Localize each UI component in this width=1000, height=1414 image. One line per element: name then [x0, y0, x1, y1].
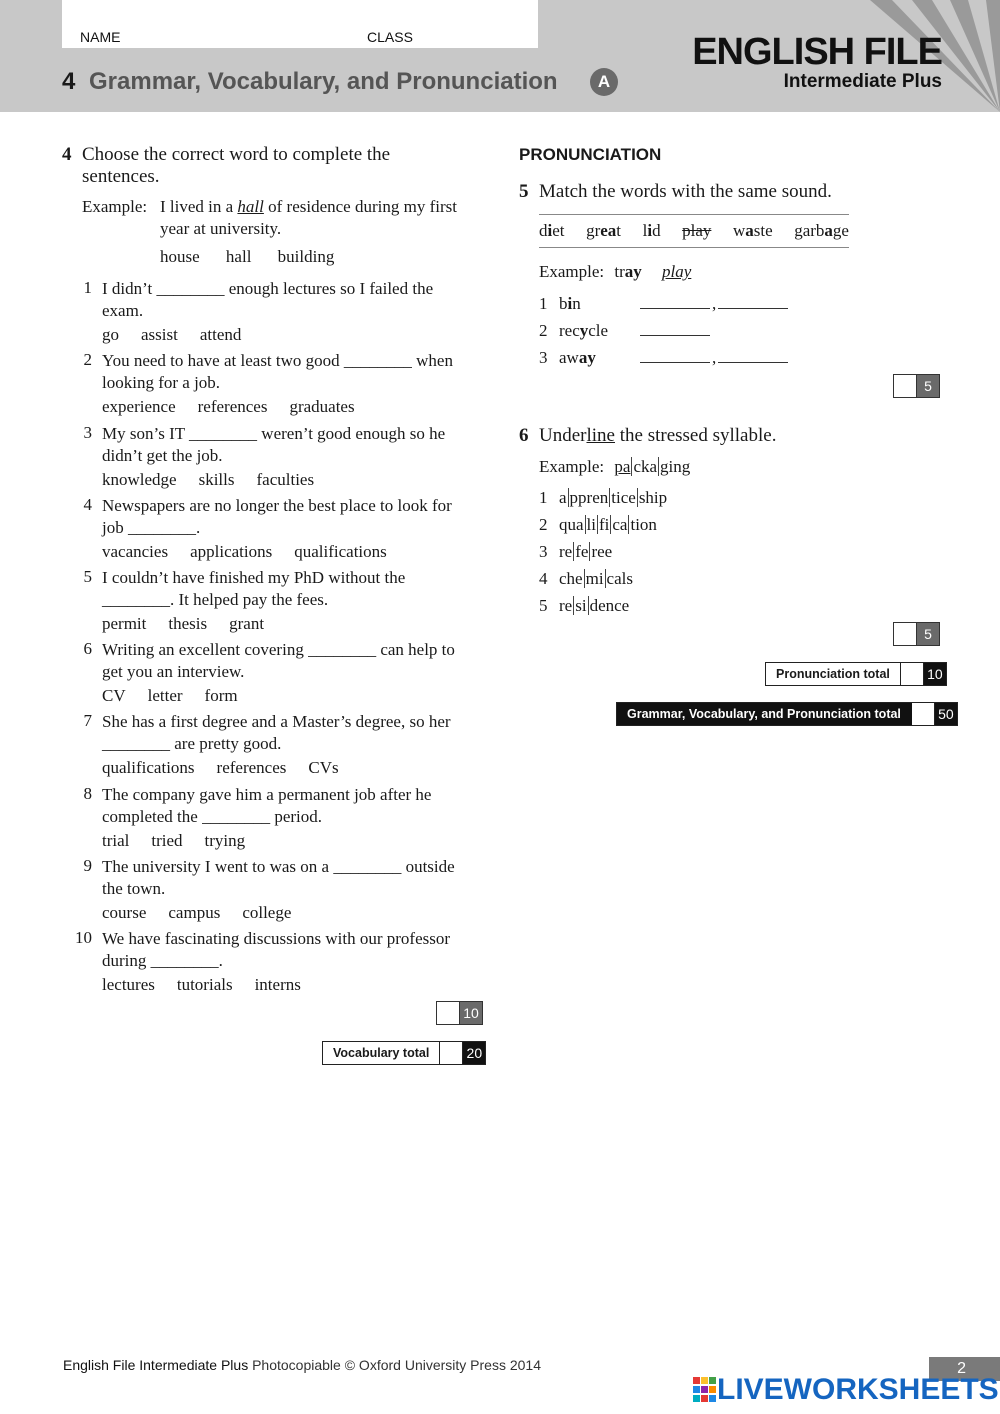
option-word[interactable]: trial [102, 831, 130, 850]
syllable-divider [605, 569, 606, 588]
sentence-line: looking for a job. [102, 373, 221, 392]
word-sound: i [547, 221, 553, 240]
question-instruction: Underline the stressed syllable. [539, 425, 777, 446]
brand-subtitle: Intermediate Plus [783, 71, 942, 92]
option-word[interactable]: experience [102, 397, 176, 416]
sentence-line: We have fascinating discussions with our professor [102, 929, 451, 948]
example-answer: play [662, 262, 692, 281]
syllable-word [559, 541, 612, 563]
sentence-line: The university I went to was on a ________ outside [102, 857, 455, 876]
answer-input[interactable] [640, 294, 710, 309]
syllable[interactable]: mi [585, 569, 604, 588]
syllable[interactable]: re [559, 542, 573, 561]
item-number: 7 [83, 711, 92, 730]
option-word[interactable]: letter [147, 686, 183, 705]
total-input[interactable] [440, 1042, 463, 1064]
item-number: 2 [539, 515, 548, 534]
option-word[interactable]: lectures [102, 975, 155, 994]
item-options [102, 902, 313, 924]
option-word[interactable]: go [102, 325, 119, 344]
footer-brand: English File Intermediate Plus [63, 1357, 249, 1373]
item-options [102, 830, 267, 852]
sentence-line: ________. It helped pay the fees. [102, 590, 329, 609]
item-options [102, 396, 377, 418]
syllable-divider [585, 515, 586, 534]
item-options [102, 541, 409, 563]
example-text: year at university. [160, 219, 282, 238]
class-label: CLASS [367, 29, 413, 45]
item-number: 2 [539, 321, 548, 340]
word-part: t [616, 221, 622, 240]
footer [63, 1357, 541, 1373]
syllable[interactable]: qua [559, 515, 584, 534]
example-text: of residence during my first [268, 197, 457, 216]
syllable-divider [588, 596, 589, 615]
syllable: cka [633, 457, 658, 476]
example-sentence [160, 196, 490, 240]
question-number: 6 [519, 425, 529, 446]
item-number: 3 [539, 348, 548, 367]
syllable-divider [637, 488, 638, 507]
unit-number: 4 [62, 68, 76, 95]
syllable[interactable]: fe [575, 542, 589, 561]
sentence-line: the town. [102, 879, 166, 898]
item-number: 1 [83, 278, 92, 297]
option-word[interactable]: thesis [168, 614, 208, 633]
sentence-line: during ________. [102, 951, 223, 970]
item-sentence [102, 856, 482, 900]
syllable[interactable]: si [575, 596, 587, 615]
section-heading: PRONUNCIATION [519, 145, 662, 164]
total-input[interactable] [912, 703, 935, 725]
example-label: Example: [82, 197, 148, 216]
option-word[interactable]: attend [199, 325, 242, 344]
score-box [893, 622, 940, 646]
item-sentence [102, 423, 482, 467]
syllable: pa [614, 457, 631, 476]
word-part: d [539, 221, 548, 240]
syllable: ging [660, 457, 691, 476]
syllable[interactable]: che [559, 569, 583, 588]
option-word[interactable]: CV [102, 686, 126, 705]
word-item [643, 220, 661, 242]
sentence-line: She has a first degree and a Master’s degree, so her [102, 712, 451, 731]
sentence-line: ________ are pretty good. [102, 734, 282, 753]
word-item [682, 220, 711, 242]
name-label: NAME [80, 29, 121, 45]
item-sentence [102, 495, 482, 539]
answer-input[interactable] [718, 348, 788, 363]
page-title: Grammar, Vocabulary, and Pronunciation [89, 68, 558, 95]
option-word[interactable]: references [216, 758, 287, 777]
liveworksheets-watermark [693, 1373, 999, 1407]
syllable[interactable]: a [559, 488, 567, 507]
option-word[interactable]: applications [190, 542, 273, 561]
item-number: 5 [83, 567, 92, 586]
example-row [539, 456, 690, 478]
word-part: ste [753, 221, 773, 240]
sentence-line: exam. [102, 301, 144, 320]
item-options [102, 613, 286, 635]
item-number: 1 [539, 488, 548, 507]
item-number: 6 [83, 639, 92, 658]
item-sentence [102, 567, 482, 611]
footer-copyright: Photocopiable © Oxford University Press 2014 [252, 1357, 541, 1373]
item-sentence [102, 639, 482, 683]
item-number: 2 [83, 350, 92, 369]
pronunciation-total [765, 662, 947, 686]
sentence-line: The company gave him a permanent job after he [102, 785, 432, 804]
syllable[interactable]: tice [611, 488, 636, 507]
option-word[interactable]: grant [229, 614, 265, 633]
item-options [102, 974, 323, 996]
option-word[interactable]: vacancies [102, 542, 169, 561]
syllable[interactable]: ship [638, 488, 668, 507]
score-max: 10 [460, 1002, 482, 1024]
brand-logo [692, 32, 942, 92]
sentence-line: didn’t get the job. [102, 446, 223, 465]
sentence-line: You need to have at least two good ________ when [102, 351, 453, 370]
item-sentence [102, 350, 482, 394]
sentence-line: Writing an excellent covering ________ can help to [102, 640, 455, 659]
option-word[interactable]: skills [198, 470, 235, 489]
word-sound: a [745, 221, 754, 240]
syllable-word [559, 568, 633, 590]
option-word[interactable]: college [242, 903, 292, 922]
item-sentence [102, 278, 482, 322]
syllable-divider [597, 515, 598, 534]
word-part: play [682, 221, 712, 240]
option-word[interactable]: interns [254, 975, 301, 994]
item-word: recycle [559, 321, 609, 340]
option-word[interactable]: knowledge [102, 470, 177, 489]
answer-input[interactable] [640, 321, 710, 336]
score-box [893, 374, 940, 398]
word-part: et [552, 221, 565, 240]
liveworksheets-icon [693, 1377, 717, 1403]
option-word: building [277, 247, 335, 266]
question-number: 5 [519, 181, 529, 202]
score-max: 5 [917, 623, 939, 645]
score-input[interactable] [437, 1002, 460, 1024]
word-part: d [652, 221, 661, 240]
sentence-line: completed the ________ period. [102, 807, 323, 826]
score-max: 5 [917, 375, 939, 397]
sentence-line: My son’s IT ________ weren’t good enough so he [102, 424, 446, 443]
option-word[interactable]: assist [141, 325, 178, 344]
option-word[interactable]: CVs [308, 758, 339, 777]
item-word: bin [559, 294, 581, 313]
item-number: 4 [539, 569, 548, 588]
total-input[interactable] [901, 663, 924, 685]
example-options [160, 246, 356, 268]
answer-blanks: , [640, 293, 788, 315]
page-number: 2 [929, 1357, 1000, 1381]
score-input[interactable] [894, 375, 917, 397]
item-sentence [102, 784, 482, 828]
answer-input[interactable] [640, 348, 710, 363]
option-word[interactable]: graduates [289, 397, 355, 416]
instruction-line: sentences. [82, 166, 160, 187]
item-number: 1 [539, 294, 548, 313]
syllable[interactable]: li [586, 515, 596, 534]
item-options [102, 324, 263, 346]
option-word[interactable]: trying [204, 831, 246, 850]
variant-badge: A [590, 68, 618, 96]
total-max: 50 [935, 703, 957, 725]
option-word[interactable]: permit [102, 614, 147, 633]
page-header [0, 0, 1000, 112]
syllable[interactable]: ppren [569, 488, 609, 507]
word-sound: a [824, 221, 833, 240]
option-word: hall [225, 247, 252, 266]
item-number: 9 [83, 856, 92, 875]
option-word[interactable]: references [197, 397, 268, 416]
option-word: house [160, 247, 200, 266]
syllable[interactable]: ree [591, 542, 613, 561]
example-text: I lived in a [160, 197, 234, 216]
option-word[interactable]: qualifications [294, 542, 387, 561]
example-word [614, 457, 690, 476]
question-instruction: Match the words with the same sound. [539, 181, 832, 202]
answer-blanks: , [640, 347, 788, 369]
word-part: garb [794, 221, 825, 240]
example-label: Example: [539, 457, 605, 476]
vocabulary-total [322, 1041, 486, 1065]
option-word[interactable]: tutorials [176, 975, 233, 994]
item-number: 5 [539, 596, 548, 615]
word-part: ge [832, 221, 849, 240]
answer-blanks [640, 320, 710, 342]
syllable[interactable]: ca [612, 515, 628, 534]
question-instruction [82, 144, 390, 188]
total-label: Grammar, Vocabulary, and Pronunciation total [617, 703, 912, 725]
question-number: 4 [62, 144, 72, 165]
option-word[interactable]: course [102, 903, 147, 922]
total-max: 20 [463, 1042, 485, 1064]
syllable-word [559, 487, 667, 509]
syllable[interactable]: dence [589, 596, 630, 615]
word-list [539, 220, 849, 242]
item-sentence [102, 928, 482, 972]
instruction-line: Choose the correct word to complete the [82, 144, 391, 165]
watermark-text: LIVEWORKSHEETS [717, 1373, 999, 1406]
item-options [102, 685, 260, 707]
syllable[interactable]: re [559, 596, 573, 615]
word-box [539, 214, 849, 248]
word-part: l [642, 221, 648, 240]
option-word[interactable]: qualifications [102, 758, 195, 777]
option-word[interactable]: form [204, 686, 238, 705]
sentence-line: I didn’t ________ enough lectures so I failed the [102, 279, 434, 298]
item-number: 3 [83, 423, 92, 442]
item-word: away [559, 348, 596, 367]
syllable-word [559, 595, 629, 617]
word-item [733, 220, 773, 242]
option-word[interactable]: faculties [256, 470, 315, 489]
sentence-line: get you an interview. [102, 662, 245, 681]
name-class-box [62, 0, 538, 48]
item-number: 3 [539, 542, 548, 561]
total-label: Pronunciation total [766, 663, 901, 685]
word-part: w [732, 221, 746, 240]
item-options [102, 469, 336, 491]
answer-input[interactable] [718, 294, 788, 309]
word-item [794, 220, 849, 242]
syllable[interactable]: fi [599, 515, 610, 534]
item-sentence [102, 711, 482, 755]
syllable-divider [658, 457, 659, 476]
example-row [539, 261, 691, 283]
total-max: 10 [924, 663, 946, 685]
sentence-line: job ________. [102, 518, 201, 537]
item-number: 4 [83, 495, 92, 514]
item-number: 8 [83, 784, 92, 803]
word-sound: ea [600, 221, 617, 240]
brand-title: ENGLISH FILE [692, 31, 942, 73]
option-word[interactable]: campus [168, 903, 221, 922]
example-label: Example: [539, 262, 605, 281]
syllable-word [559, 514, 657, 536]
syllable[interactable]: cals [606, 569, 633, 588]
sentence-line: Newspapers are no longer the best place to look for [102, 496, 452, 515]
syllable[interactable]: tion [630, 515, 657, 534]
syllable-divider [584, 569, 585, 588]
total-label: Vocabulary total [323, 1042, 440, 1064]
syllable-divider [568, 488, 569, 507]
word-item [586, 220, 621, 242]
option-word[interactable]: tried [151, 831, 183, 850]
grand-total [616, 702, 958, 726]
word-sound: i [647, 221, 653, 240]
item-options [102, 757, 361, 779]
score-input[interactable] [894, 623, 917, 645]
example-answer: hall [237, 197, 264, 216]
example-word: tray [614, 262, 642, 281]
word-part: gr [586, 221, 601, 240]
score-box [436, 1001, 483, 1025]
item-number: 10 [75, 928, 92, 947]
sentence-line: I couldn’t have finished my PhD without the [102, 568, 406, 587]
word-item [539, 220, 565, 242]
